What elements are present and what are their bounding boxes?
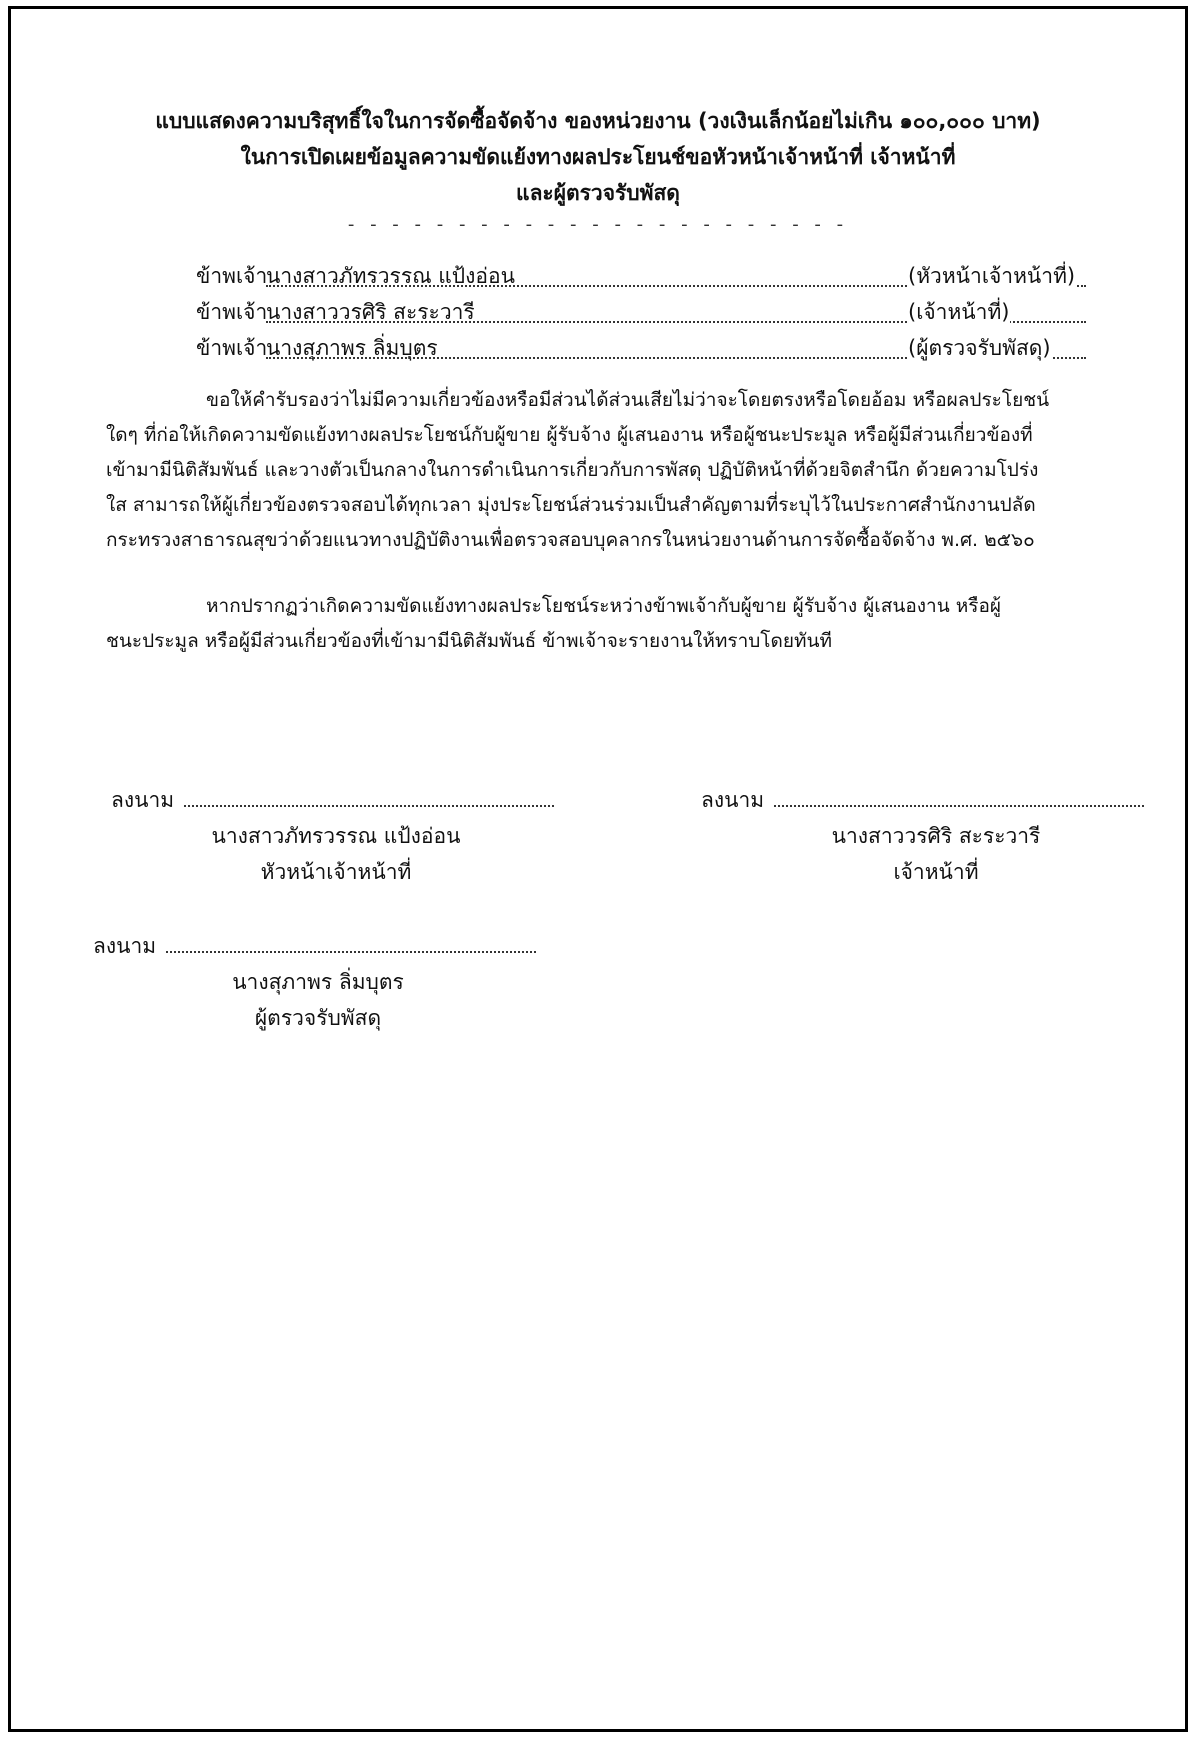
signature-line xyxy=(184,787,554,807)
declarant-row xyxy=(196,259,1076,293)
declarant-role: (หัวหน้าเจ้าหน้าที่) xyxy=(908,259,1075,293)
signer-role: หัวหน้าเจ้าหน้าที่ xyxy=(260,860,412,884)
declarant-row xyxy=(196,295,1076,329)
title-line-3: และผู้ตรวจรับพัสดุ xyxy=(516,181,680,205)
declarant-role: (เจ้าหน้าที่) xyxy=(908,295,1010,329)
signature-label: ลงนาม xyxy=(701,788,765,812)
signer-name: นางสาววรศิริ สะระวารี xyxy=(831,824,1041,848)
declarant-prefix: ข้าพเจ้า xyxy=(196,264,268,288)
signature-block xyxy=(111,783,571,893)
title-line-1: แบบแสดงความบริสุทธิ์ใจในการจัดซื้อจัดจ้าง ของหน่วยงาน (วงเงินเล็กน้อยไม่เกิน ๑๐๐,๐๐๐ บาท) xyxy=(155,109,1041,133)
declarant-prefix: ข้าพเจ้า xyxy=(196,300,268,324)
title-line-2: ในการเปิดเผยข้อมูลความขัดแย้งทางผลประโยนช์ขอหัวหน้าเจ้าหน้าที่ เจ้าหน้าที่ xyxy=(240,145,956,169)
paragraph-line: ใส สามารถให้ผู้เกี่ยวข้องตรวจสอบได้ทุกเวลา มุ่งประโยชน์ส่วนร่วมเป็นสำคัญตามที่ระบุไว้ในประกาศสำนักงานปลัด xyxy=(106,494,1036,516)
paragraph-line: ชนะประมูล หรือผู้มีส่วนเกี่ยวข้องที่เข้ามามีนิติสัมพันธ์ ข้าพเจ้าจะรายงานให้ทราบโดยทันที xyxy=(106,630,833,652)
signature-label: ลงนาม xyxy=(111,788,175,812)
signature-label: ลงนาม xyxy=(93,934,157,958)
title-separator: - - - - - - - - - - - - - - - - - - - - - - - xyxy=(347,214,849,235)
declarant-name: นางสาวภัทรวรรณ แป้งอ่อน xyxy=(266,264,515,288)
declarant-name: นางสุภาพร ลิ่มบุตร xyxy=(266,336,438,360)
signer-name: นางสุภาพร ลิ่มบุตร xyxy=(232,970,404,994)
signer-role: ผู้ตรวจรับพัสดุ xyxy=(254,1006,382,1030)
declarant-row xyxy=(196,331,1076,365)
signature-line xyxy=(774,787,1144,807)
signature-line xyxy=(166,933,536,953)
paragraph-line: เข้ามามีนิติสัมพันธ์ และวางตัวเป็นกลางในการดำเนินการเกี่ยวกับการพัสดุ ปฏิบัติหน้าที่ด้วยจิตสำนึก ด้วยความโปร่ง xyxy=(106,459,1039,481)
declarant-prefix: ข้าพเจ้า xyxy=(196,336,268,360)
declarant-role: (ผู้ตรวจรับพัสดุ) xyxy=(908,331,1051,365)
signature-block xyxy=(93,929,553,1039)
signature-block xyxy=(701,783,1171,893)
paragraph-line: ใดๆ ที่ก่อให้เกิดความขัดแย้งทางผลประโยชน์กับผู้ขาย ผู้รับจ้าง ผู้เสนองาน หรือผู้ชนะประมูล หรือผู้มีส่วนเกี่ยวข้องที่ xyxy=(106,424,1033,446)
declaration-paragraph xyxy=(106,383,1128,558)
signer-name: นางสาวภัทรวรรณ แป้งอ่อน xyxy=(211,824,461,848)
declarant-name: นางสาววรศิริ สะระวารี xyxy=(266,300,475,324)
report-paragraph xyxy=(106,589,1128,659)
paragraph-line: กระทรวงสาธารณสุขว่าด้วยแนวทางปฏิบัติงานเพื่อตรวจสอบบุคลากรในหน่วยงานด้านการจัดซื้อจัดจ้าง พ.ศ. ๒๕๖๐ xyxy=(106,529,1035,551)
paragraph-line: หากปรากฏว่าเกิดความขัดแย้งทางผลประโยชน์ระหว่างข้าพเจ้ากับผู้ขาย ผู้รับจ้าง ผู้เสนองาน หรือผู้ xyxy=(206,595,1002,617)
signer-role: เจ้าหน้าที่ xyxy=(893,860,979,884)
paragraph-line: ขอให้คำรับรองว่าไม่มีความเกี่ยวข้องหรือมีส่วนได้ส่วนเสียไม่ว่าจะโดยตรงหรือโดยอ้อม หรือผลประโยชน์ xyxy=(206,389,1050,411)
document-page xyxy=(8,6,1188,1732)
document-title xyxy=(11,103,1185,211)
